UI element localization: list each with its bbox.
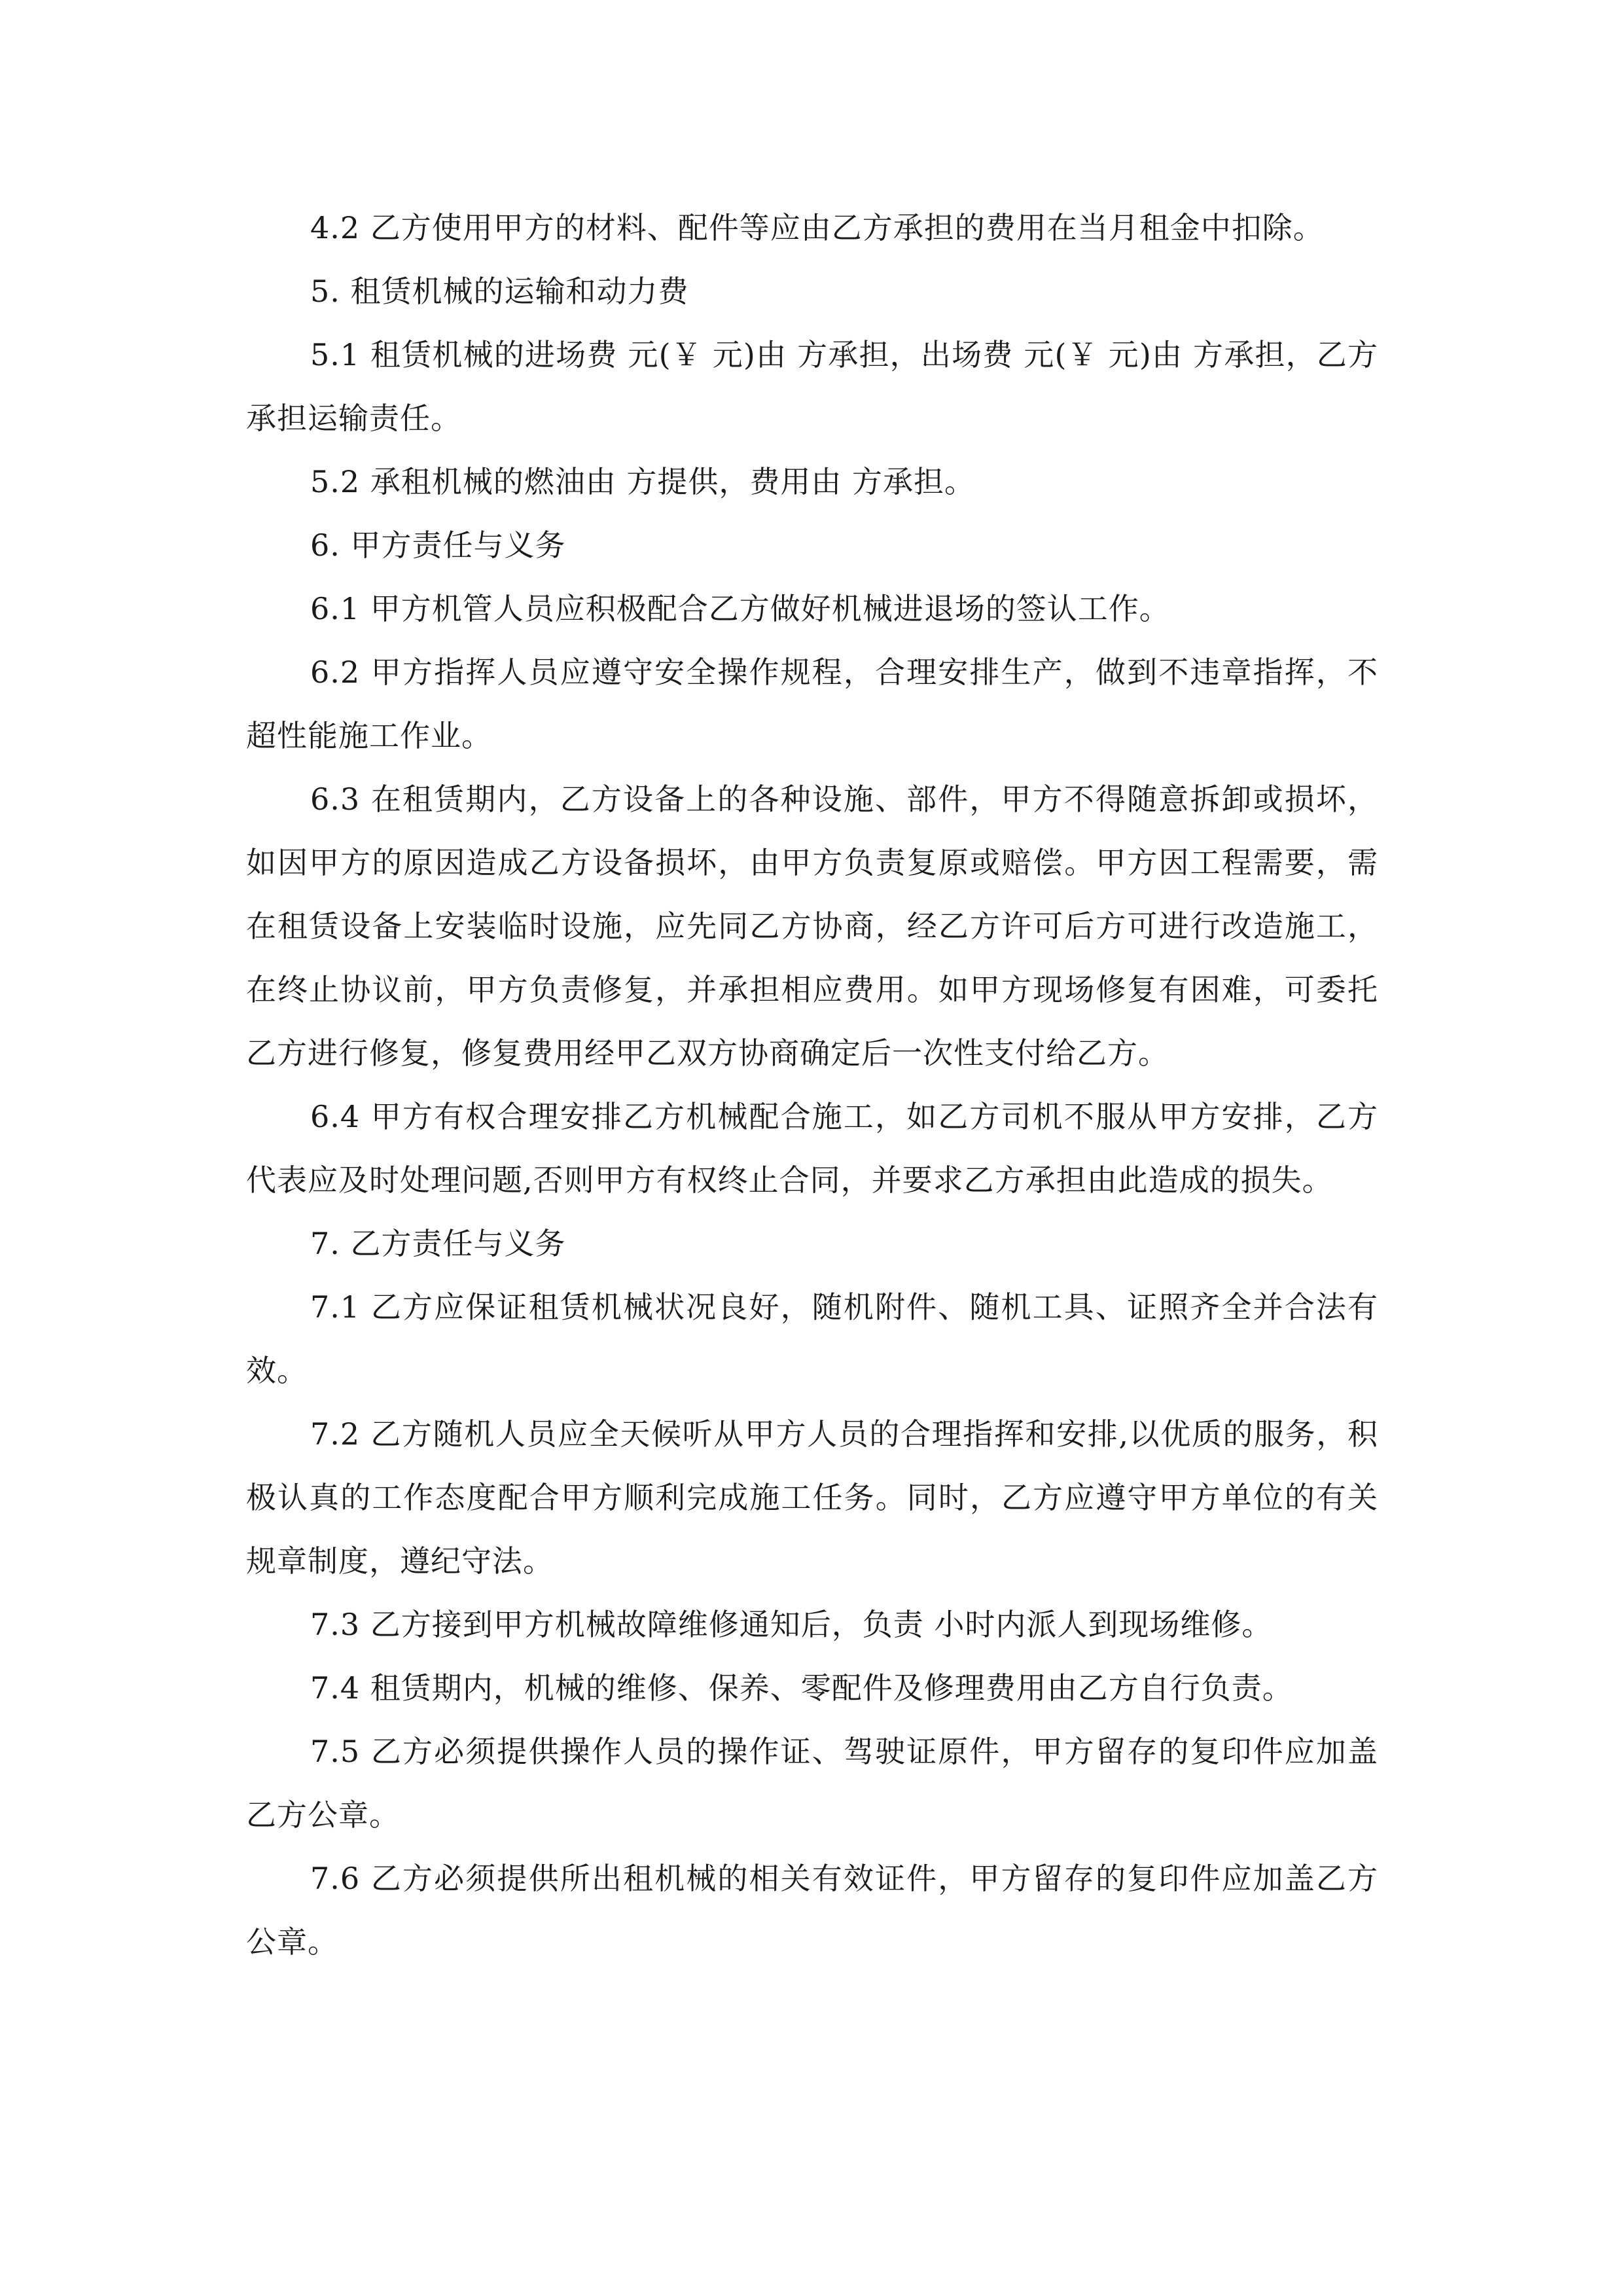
- clause-6-4: 6.4 甲方有权合理安排乙方机械配合施工，如乙方司机不服从甲方安排，乙方代表应及时处理问题,否则甲方有权终止合同，并要求乙方承担由此造成的损失。: [246, 1099, 1378, 1198]
- section-7-heading: 7. 乙方责任与义务: [310, 1226, 566, 1261]
- clause-7-2: 7.2 乙方随机人员应全天候听从甲方人员的合理指挥和安排,以优质的服务，积极认真的工作态度配合甲方顺利完成施工任务。同时，乙方应遵守甲方单位的有关规章制度，遵纪守法。: [246, 1416, 1378, 1579]
- document-body: [246, 196, 1378, 1974]
- clause-6-3: 6.3 在租赁期内，乙方设备上的各种设施、部件，甲方不得随意拆卸或损坏，如因甲方的原因造成乙方设备损坏，由甲方负责复原或赔偿。甲方因工程需要，需在租赁设备上安装临时设施，应先同乙方协商，经乙方许可后方可进行改造施工，在终止协议前，甲方负责修复，并承担相应费用。如甲方现场修复有困难，可委托乙方进行修复，修复费用经甲乙双方协商确定后一次性支付给乙方。: [246, 781, 1378, 1071]
- clause-6-1: 6.1 甲方机管人员应积极配合乙方做好机械进退场的签认工作。: [310, 591, 1170, 626]
- section-6-heading: 6. 甲方责任与义务: [310, 528, 566, 563]
- clause-5-1: 5.1 租赁机械的进场费 元(￥ 元)由 方承担，出场费 元(￥ 元)由 方承担，乙方承担运输责任。: [246, 337, 1378, 436]
- clause-7-1: 7.1 乙方应保证租赁机械状况良好，随机附件、随机工具、证照齐全并合法有效。: [246, 1289, 1378, 1388]
- clause-7-5: 7.5 乙方必须提供操作人员的操作证、驾驶证原件，甲方留存的复印件应加盖乙方公章。: [246, 1734, 1378, 1833]
- clause-7-6: 7.6 乙方必须提供所出租机械的相关有效证件，甲方留存的复印件应加盖乙方公章。: [246, 1861, 1378, 1960]
- clause-7-3: 7.3 乙方接到甲方机械故障维修通知后，负责 小时内派人到现场维修。: [310, 1607, 1273, 1642]
- clause-7-4: 7.4 租赁期内，机械的维修、保养、零配件及修理费用由乙方自行负责。: [310, 1670, 1293, 1706]
- clause-4-2: 4.2 乙方使用甲方的材料、配件等应由乙方承担的费用在当月租金中扣除。: [310, 210, 1324, 245]
- clause-6-2: 6.2 甲方指挥人员应遵守安全操作规程，合理安排生产，做到不违章指挥，不超性能施工作业。: [246, 655, 1378, 753]
- section-5-heading: 5. 租赁机械的运输和动力费: [310, 274, 689, 309]
- clause-5-2: 5.2 承租机械的燃油由 方提供，费用由 方承担。: [310, 464, 976, 499]
